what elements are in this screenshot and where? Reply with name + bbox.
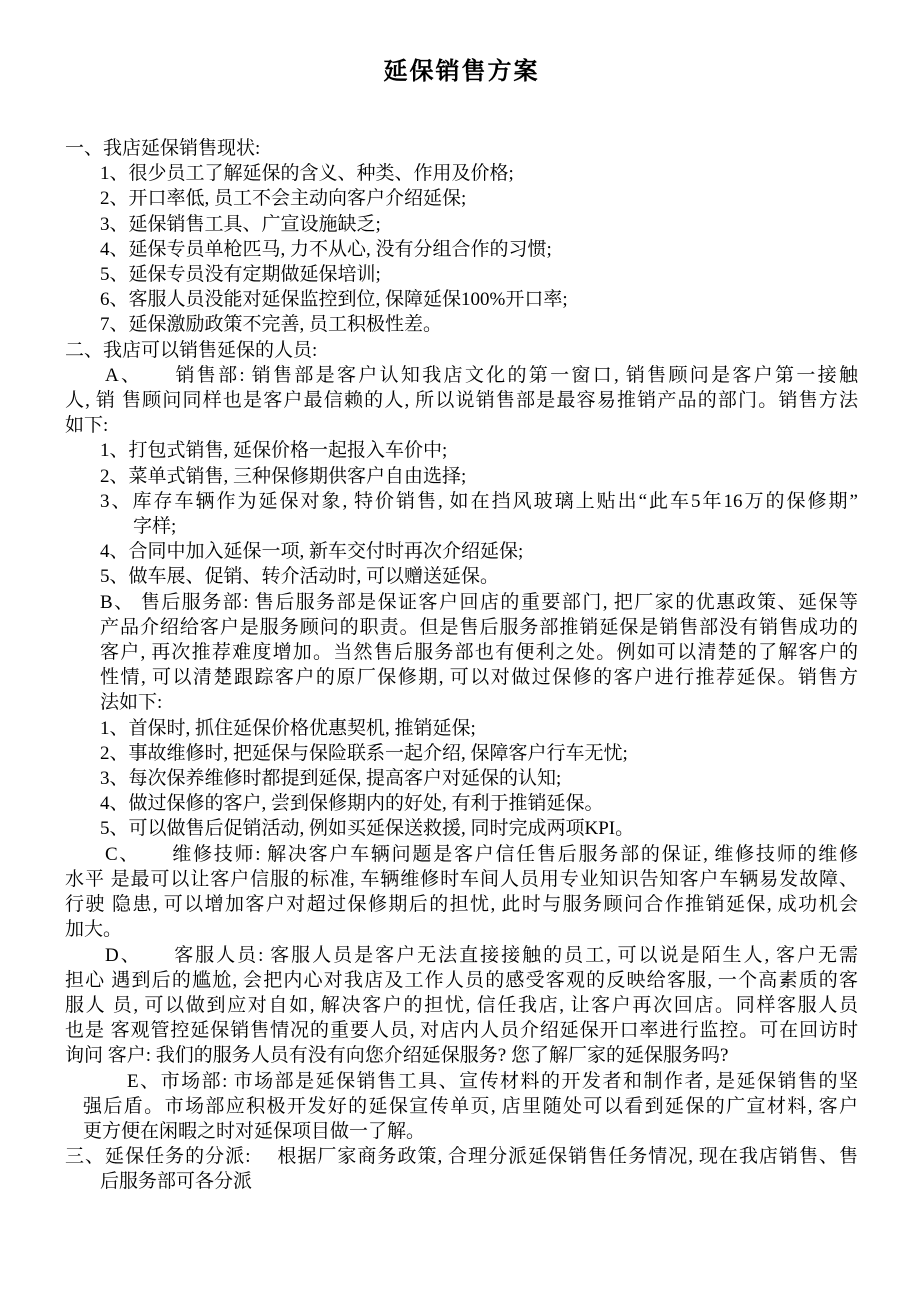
text-line: 3、库存车辆作为延保对象, 特价销售, 如在挡风玻璃上贴出“此车5年16万的保修期” bbox=[100, 490, 858, 512]
text-line: 加大。 bbox=[65, 919, 123, 941]
text-line: 3、延保销售工具、广宣设施缺乏; bbox=[100, 213, 381, 235]
text-line: B、 售后服务部: 售后服务部是保证客户回店的重要部门, 把厂家的优惠政策、延保等 bbox=[100, 591, 858, 613]
text-line: 1、打包式销售, 延保价格一起报入车价中; bbox=[100, 440, 448, 462]
text-line: 三、延保任务的分派: 根据厂家商务政策, 合理分派延保销售任务情况, 现在我店销售、售 bbox=[65, 1146, 858, 1168]
text-line: 强后盾。市场部应积极开发好的延保宣传单页, 店里随处可以看到延保的广宣材料, 客户 bbox=[83, 1095, 858, 1117]
text-line: E、市场部: 市场部是延保销售工具、宣传材料的开发者和制作者, 是延保销售的坚 bbox=[127, 1070, 858, 1092]
text-line: 服人 员, 可以做到应对自如, 解决客户的担忧, 信任我店, 让客户再次回店。同样客服人员 bbox=[65, 994, 858, 1016]
text-line: 客户, 再次推荐难度增加。当然售后服务部也有便利之处。例如可以清楚的了解客户的 bbox=[100, 642, 858, 664]
text-line: 一、我店延保销售现状: bbox=[65, 138, 261, 159]
text-line: 水平 是最可以让客户信服的标准, 车辆维修时车间人员用专业知识告知客户车辆易发故障、 bbox=[65, 868, 858, 890]
text-line: 字样; bbox=[133, 516, 177, 538]
document-title: 延保销售方案 bbox=[383, 59, 540, 85]
text-line: 2、菜单式销售, 三种保修期供客户自由选择; bbox=[100, 465, 467, 487]
text-line: 1、很少员工了解延保的含义、种类、作用及价格; bbox=[100, 163, 514, 185]
text-line: 行驶 隐患, 可以增加客户对超过保修期后的担忧, 此时与服务顾问合作推销延保, 成功机会 bbox=[65, 894, 858, 916]
text-line: 1、首保时, 抓住延保价格优惠契机, 推销延保; bbox=[100, 717, 476, 739]
text-line: 产品介绍给客户是服务顾问的职责。但是售后服务部推销延保是销售部没有销售成功的 bbox=[100, 616, 858, 638]
text-line: 4、合同中加入延保一项, 新车交付时再次介绍延保; bbox=[100, 541, 524, 563]
text-line: 5、做车展、促销、转介活动时, 可以赠送延保。 bbox=[100, 566, 500, 588]
text-line: 询问 客户: 我们的服务人员有没有向您介绍延保服务? 您了解厂家的延保服务吗? bbox=[65, 1045, 729, 1067]
text-line: 担心 遇到后的尴尬, 会把内心对我店及工作人员的感受客观的反映给客服, 一个高素质的客 bbox=[65, 969, 858, 991]
text-line: 法如下: bbox=[100, 692, 163, 714]
text-line: 3、每次保养维修时都提到延保, 提高客户对延保的认知; bbox=[100, 768, 562, 790]
text-line: 也是 客观管控延保销售情况的重要人员, 对店内人员介绍延保开口率进行监控。可在回访时 bbox=[65, 1020, 858, 1042]
text-line: 2、开口率低, 员工不会主动向客户介绍延保; bbox=[100, 188, 467, 210]
text-line: 更方便在闲暇之时对延保项目做一了解。 bbox=[83, 1120, 426, 1142]
text-line: 后服务部可各分派 bbox=[100, 1171, 253, 1193]
text-line: A、 销售部: 销售部是客户认知我店文化的第一窗口, 销售顾问是客户第一接触 bbox=[105, 364, 858, 386]
text-line: C、 维修技师: 解决客户车辆问题是客户信任售后服务部的保证, 维修技师的维修 bbox=[105, 843, 858, 865]
text-line: 6、客服人员没能对延保监控到位, 保障延保100%开口率; bbox=[100, 289, 568, 311]
text-line: 如下: bbox=[65, 415, 109, 437]
text-line: 2、事故维修时, 把延保与保险联系一起介绍, 保障客户行车无忧; bbox=[100, 742, 628, 764]
text-line: 4、做过保修的客户, 尝到保修期内的好处, 有利于推销延保。 bbox=[100, 793, 604, 815]
text-line: 4、延保专员单枪匹马, 力不从心, 没有分组合作的习惯; bbox=[100, 238, 552, 260]
document-body bbox=[65, 136, 858, 1195]
text-line: 7、延保激励政策不完善, 员工积极性差。 bbox=[100, 314, 443, 336]
text-line: 性情, 可以清楚跟踪客户的原厂保修期, 可以对做过保修的客户进行推荐延保。销售方 bbox=[100, 667, 858, 689]
text-line: 5、延保专员没有定期做延保培训; bbox=[100, 264, 381, 286]
text-line: 二、我店可以销售延保的人员: bbox=[65, 339, 318, 361]
text-line: D、 客服人员: 客服人员是客户无法直接接触的员工, 可以说是陌生人, 客户无需 bbox=[105, 944, 858, 966]
text-line: 人, 销 售顾问同样也是客户最信赖的人, 所以说销售部是最容易推销产品的部门。销售方法 bbox=[65, 390, 858, 412]
text-line: 5、可以做售后促销活动, 例如买延保送救援, 同时完成两项KPI。 bbox=[100, 818, 635, 840]
